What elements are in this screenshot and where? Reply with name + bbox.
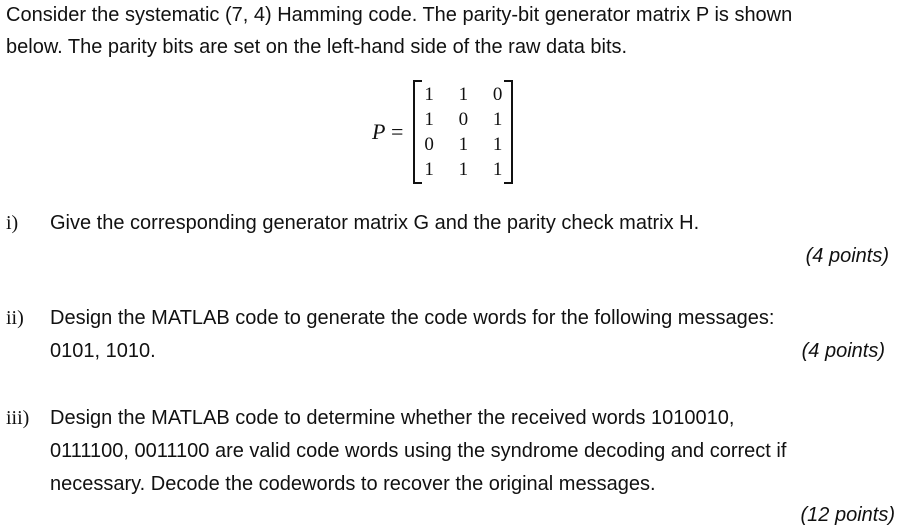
question-2-numeral: ii) (6, 307, 24, 329)
matrix-cell: 1 (424, 109, 434, 130)
question-3-text-line-2: 0111100, 0011100 are valid code words using the syndrome decoding and correct if (50, 440, 787, 462)
question-2-text-line-1: Design the MATLAB code to generate the code words for the following messages: (50, 307, 775, 329)
matrix-cell: 1 (424, 159, 434, 180)
matrix-cell: 1 (492, 159, 503, 180)
question-3-text-line-1: Design the MATLAB code to determine whether the received words 1010010, (50, 407, 735, 429)
question-2-points: (4 points) (801, 340, 885, 362)
intro-line-2: below. The parity bits are set on the left-hand side of the raw data bits. (6, 36, 628, 58)
matrix-cell: 1 (458, 134, 469, 155)
matrix-cell: 1 (424, 84, 434, 105)
question-1-text: Give the corresponding generator matrix G and the parity check matrix H. (50, 212, 700, 234)
matrix-cell: 1 (492, 109, 503, 130)
question-1-numeral: i) (6, 212, 19, 234)
intro-line-1: Consider the systematic (7, 4) Hamming code. The parity-bit generator matrix P is shown (6, 4, 793, 26)
matrix-cell: 1 (458, 84, 469, 105)
matrix-cell: 1 (492, 134, 503, 155)
question-3-text-line-3: necessary. Decode the codewords to recover the original messages. (50, 473, 656, 495)
matrix-cell: 0 (492, 84, 503, 105)
matrix-grid (422, 82, 504, 182)
equals-sign: = (390, 119, 404, 144)
matrix-cell: 0 (424, 134, 434, 155)
matrix-cell: 0 (458, 109, 469, 130)
left-bracket (413, 80, 422, 184)
right-bracket (504, 80, 513, 184)
parity-matrix-equation (372, 76, 513, 188)
matrix-variable: P (372, 119, 386, 144)
question-3-points: (12 points) (800, 504, 895, 526)
matrix-cell: 1 (458, 159, 469, 180)
question-3-numeral: iii) (6, 407, 30, 429)
question-2-text-line-2: 0101, 1010. (50, 340, 156, 362)
question-1-points: (4 points) (805, 245, 889, 267)
matrix-label (372, 119, 403, 145)
parity-matrix (413, 80, 513, 184)
